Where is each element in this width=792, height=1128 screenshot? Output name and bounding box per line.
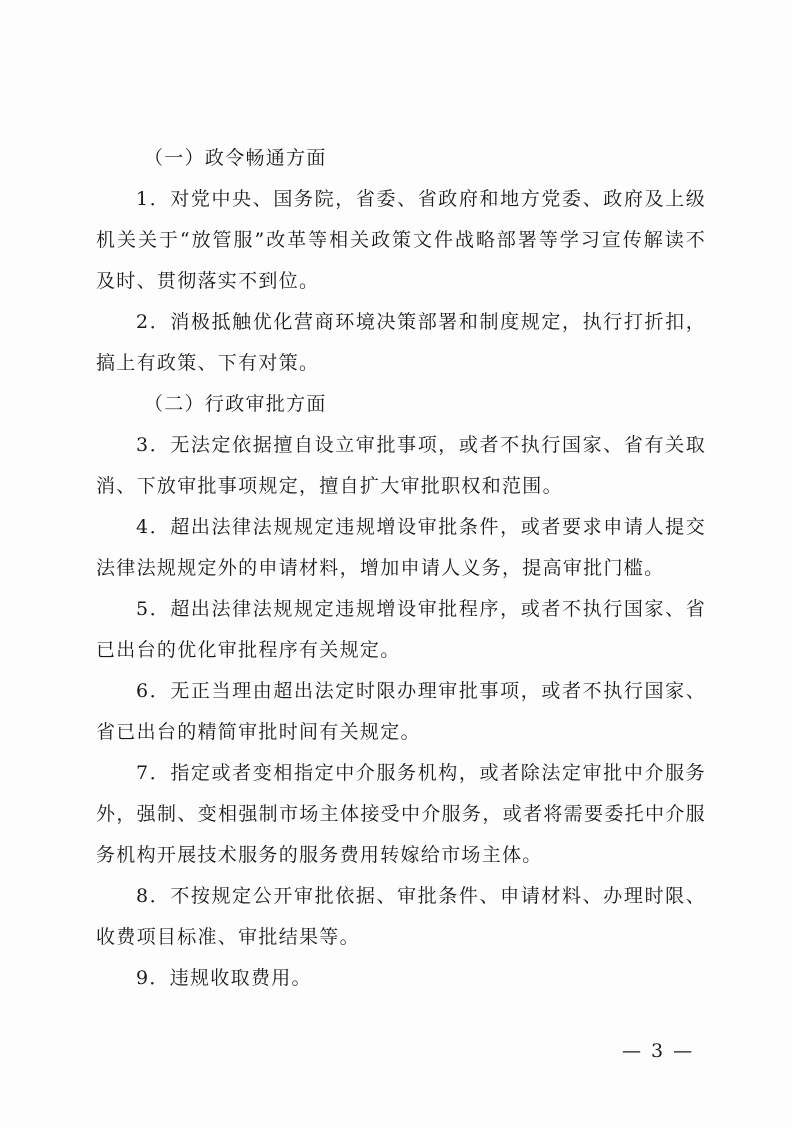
section-heading-1: （一）政令畅通方面 [144,147,327,169]
section-heading-2: （二）行政审批方面 [144,393,327,415]
item-9: 9．违规收取费用。 [136,967,312,989]
page-number: — 3 — [622,1040,695,1062]
item-8: 8．不按规定公开审批依据、审批条件、申请材料、办理时限、收费项目标准、审批结果等。 [96,885,706,948]
item-4: 4．超出法律法规规定违规增设审批条件，或者要求申请人提交法律法规规定外的申请材料，增加申请人义务，提高审批门槛。 [96,516,706,579]
item-5: 5．超出法律法规规定违规增设审批程序，或者不执行国家、省已出台的优化审批程序有关规定。 [96,598,706,661]
document-body [96,138,706,999]
item-2: 2．消极抵触优化营商环境决策部署和制度规定，执行打折扣，搞上有政策、下有对策。 [96,311,706,374]
item-1: 1．对党中央、国务院，省委、省政府和地方党委、政府及上级机关关于“放管服”改革等相关政策文件战略部署等学习宣传解读不及时、贯彻落实不到位。 [96,188,706,292]
item-7: 7．指定或者变相指定中介服务机构，或者除法定审批中介服务外，强制、变相强制市场主体接受中介服务，或者将需要委托中介服务机构开展技术服务的服务费用转嫁给市场主体。 [96,762,706,866]
item-6: 6．无正当理由超出法定时限办理审批事项，或者不执行国家、省已出台的精简审批时间有关规定。 [96,680,706,743]
item-3: 3．无法定依据擅自设立审批事项，或者不执行国家、省有关取消、下放审批事项规定，擅自扩大审批职权和范围。 [96,434,706,497]
